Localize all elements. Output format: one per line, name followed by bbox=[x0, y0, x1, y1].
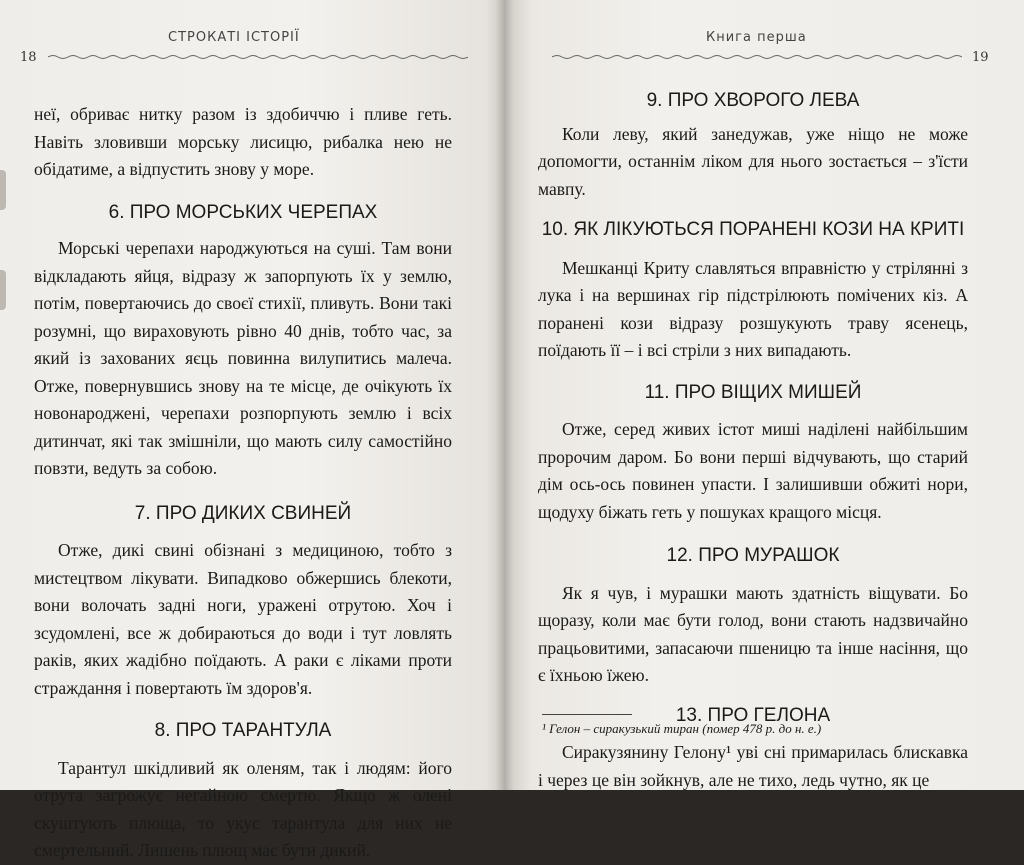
header-rule bbox=[552, 54, 962, 60]
header-rule bbox=[48, 54, 468, 60]
section-text: Тарантул шкідливий як оленям, так і людям: його отрута загрожує негайною смертю. Якщо ж олені скуштують плюща, то укус тарантула для них не смертельний. Лишень плющ має бути дикий. bbox=[34, 757, 452, 860]
section-title: 11. ПРО ВІЩИХ МИШЕЙ bbox=[644, 381, 862, 403]
right-page bbox=[506, 0, 1024, 790]
page-number: 18 bbox=[20, 50, 37, 65]
section-text: Отже, серед живих істот миші наділені найбільшим пророчим даром. Бо вони перші відчувають, що старий дім ось-ось повинен упасти. І залишивши обжиті нори, щодуху біжать геть у пошуках кращого місця. bbox=[538, 419, 968, 522]
right-page-body bbox=[538, 87, 968, 794]
running-header: СТРОКАТІ ІСТОРІЇ bbox=[168, 30, 300, 45]
footnote-area bbox=[536, 714, 966, 737]
section-text: Морські черепахи народжуються на суші. Там вони відкладають яйця, відразу ж запорпують їх у землю, потім, повертаючись до своєї стихії, пливуть. Вони такі розумні, що вираховують рівно 40 днів, тобто час, за який із захованих яєць повинна вилупитись малеча. Отже, повернувшись знову на те місце, де очікують їх новонароджені, черепахи розпорпують землю і всіх дитинчат, які так змішніли, що мають силу самостійно повзти, ведуть за собою. bbox=[34, 238, 452, 478]
section-title: 10. ЯК ЛІКУЮТЬСЯ ПОРАНЕНІ КОЗИ НА КРИТІ bbox=[541, 219, 965, 240]
section-title: 13. ПРО ГЕЛОНА bbox=[675, 704, 831, 726]
section-title: 12. ПРО МУРАШОК bbox=[666, 545, 840, 566]
section-text: Як я чув, і мурашки мають здатність віщувати. Бо щоразу, коли має бути голод, вони стають надзвичайно працьовитими, запасаючи пшеницю та інше насіння, що є їхньою їжею. bbox=[538, 582, 968, 685]
book-gutter bbox=[496, 0, 514, 790]
running-header: Книга перша bbox=[706, 30, 807, 45]
footnote-rule bbox=[542, 714, 632, 715]
footnote: ¹ Гелон – сиракузький тиран (помер 478 р. до н. е.) bbox=[542, 721, 822, 736]
page-edge-mark bbox=[0, 170, 6, 210]
page-edge-mark bbox=[0, 270, 6, 310]
section-title: 6. ПРО МОРСЬКИХ ЧЕРЕПАХ bbox=[108, 201, 378, 223]
page-number: 19 bbox=[972, 50, 989, 65]
section-title: 8. ПРО ТАРАНТУЛА bbox=[154, 720, 332, 741]
section-text: Сиракузянину Гелону¹ уві сні примарилась блискавка і через це він зойкнув, але не тихо, ледь чутно, як це bbox=[538, 742, 968, 790]
section-text: Отже, дикі свині обізнані з медициною, тобто з мистецтвом лікувати. Випадково обжершись блекоти, вони волочать задні ноги, уражені отрутою. Хоч і зсудомлені, все ж добираються до води і тут ловлять раків, яких жадібно поїдають. А раки є ліками проти страждання і повертають їм здоров'я. bbox=[34, 540, 452, 698]
section-text: Коли леву, який занедужав, уже ніщо не може допомогти, останнім ліком для нього зостається – з'їсти мавпу. bbox=[538, 123, 968, 199]
continuation-paragraph: неї, обриває нитку разом із здобиччю і пливе геть. Навіть зловивши морську лисицю, рибалка нею не обідатиме, а відпустить знову у море. bbox=[34, 104, 452, 179]
section-title: 7. ПРО ДИКИХ СВИНЕЙ bbox=[134, 502, 352, 524]
section-text: Мешканці Криту славляться вправністю у стрілянні з лука і на вершинах гір підстрілюють помічених кіз. А поранені кози відразу розшукують траву ясенець, поїдають її – і всі стріли з них випадають. bbox=[538, 257, 968, 360]
left-page-body bbox=[34, 101, 452, 865]
left-page bbox=[0, 0, 506, 860]
section-title: 9. ПРО ХВОРОГО ЛЕВА bbox=[646, 90, 860, 111]
